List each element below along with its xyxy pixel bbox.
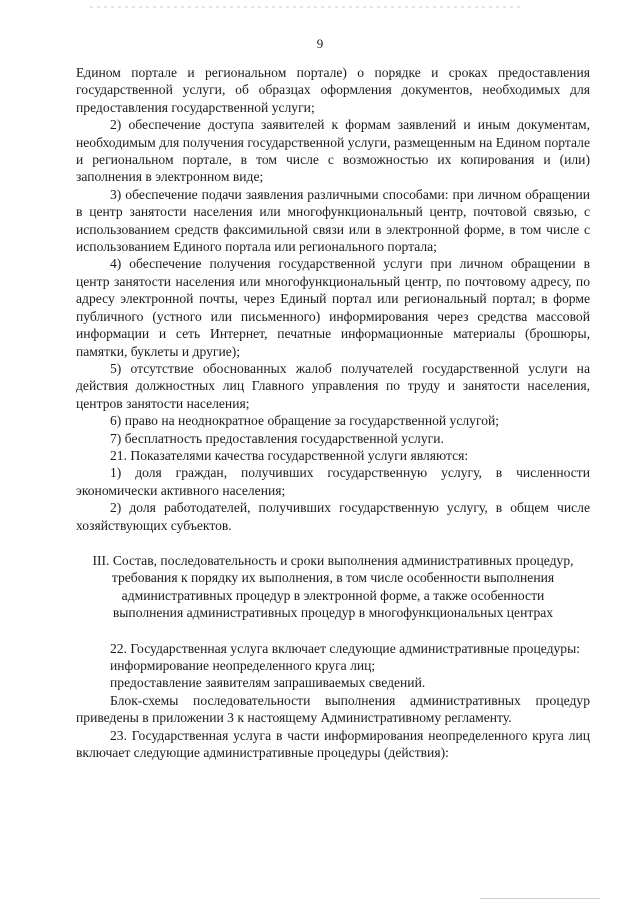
section-heading: III. Состав, последовательность и сроки выполнения административных процедур, требования к порядку их выполнения, в том числе особенности выполнения административных процедур в электронной форме, а также особенности выполнения административных процедур в многофункциональных центрах xyxy=(92,552,574,621)
paragraph: 21. Показателями качества государственной услуги являются: xyxy=(110,447,469,463)
paragraph: 1) доля граждан, получивших государственную услугу, в численности экономически активного населения; xyxy=(76,465,590,498)
scan-artifact xyxy=(480,898,600,899)
paragraph: 23. Государственная услуга в части информирования неопределенного круга лиц включает следующие административные процедуры (действия): xyxy=(76,727,590,761)
paragraph: 4) обеспечение получения государственной услуги при личном обращении в центр занятости населения или многофункциональный центр, по почтовому адресу, по адресу электронной почты, через Единый портал или региональный портал; в форме публичного (устного или письменного) информирования через средства массовой информации и сеть Интернет, печатные информационные материалы (брошюры, памятки, буклеты и другие); xyxy=(76,256,590,359)
scan-artifact xyxy=(90,6,520,8)
document-body xyxy=(76,64,590,761)
paragraph: 3) обеспечение подачи заявления различными способами: при личном обращении в центр занятости населения или многофункциональный центр, почтовой связью, с использованием средств факсимильной связи или в электронной форме, в том числе с использованием Единого портала или регионального портала; xyxy=(76,186,590,255)
paragraph: 22. Государственная услуга включает следующие административные процедуры: xyxy=(110,640,581,656)
page-number: 9 xyxy=(316,36,324,51)
paragraph: 2) доля работодателей, получивших государственную услугу, в общем числе хозяйствующих субъектов. xyxy=(76,500,590,533)
paragraph: Едином портале и региональном портале) о порядке и сроках предоставления государственной услуги, об образцах оформления документов, необходимых для предоставления государственной услуги; xyxy=(76,65,590,115)
paragraph: 5) отсутствие обоснованных жалоб получателей государственной услуги на действия должностных лиц Главного управления по труду и занятости населения, центров занятости населения; xyxy=(76,360,590,411)
list-item: информирование неопределенного круга лиц; xyxy=(110,658,376,673)
paragraph: Блок-схемы последовательности выполнения административных процедур приведены в приложении 3 к настоящему Административному регламенту. xyxy=(76,692,590,726)
paragraph: 7) бесплатность предоставления государственной услуги. xyxy=(110,430,444,446)
paragraph: 6) право на неоднократное обращение за государственной услугой; xyxy=(110,413,500,429)
paragraph: 2) обеспечение доступа заявителей к формам заявлений и иным документам, необходимым для получения государственной услуги, размещенным на Едином портале и региональном портале, в том числе с возможностью их копирования и (или) заполнения в электронном виде; xyxy=(76,117,590,185)
list-item: предоставление заявителям запрашиваемых сведений. xyxy=(110,675,426,691)
